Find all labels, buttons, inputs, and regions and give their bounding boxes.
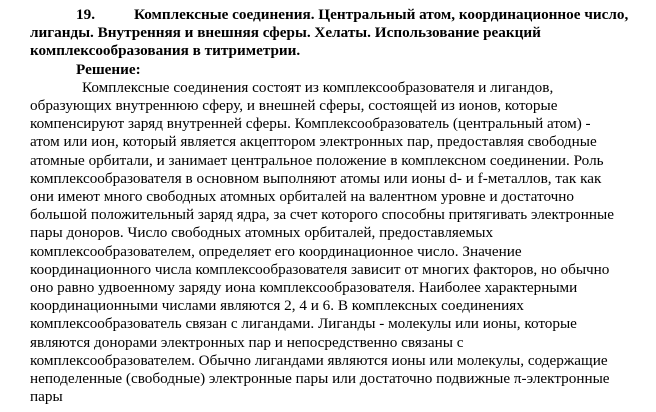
body-line: оно равно удвоенному заряду иона комплексообразователя. Наиболее характерными — [30, 279, 578, 297]
body-line: комплексообразователь связан с лигандами. Лиганды - молекулы или ионы, которые — [30, 315, 577, 333]
body-line: образующих внутреннюю сферу, и внешней сферы, состоящей из ионов, которые — [30, 97, 558, 115]
heading-line: комплексообразования в титриметрии. — [30, 42, 301, 60]
body-line: координационными числами являются 2, 4 и 6. В комплексных соединениях — [30, 297, 524, 315]
heading-line: лиганды. Внутренняя и внешняя сферы. Хелаты. Использование реакций — [30, 24, 541, 42]
body-line: координационного числа комплексообразователя зависит от многих факторов, но обычно — [30, 260, 610, 278]
heading-line — [30, 6, 646, 24]
body-text — [30, 79, 646, 407]
body-line: большой положительный заряд ядра, за счет которого способны притягивать электронные — [30, 206, 614, 224]
body-line: пары — [30, 388, 63, 406]
body-line: атомные орбитали, и занимает центральное положение в комплексном соединении. Роль — [30, 151, 604, 169]
question-number: 19. — [76, 6, 95, 23]
body-line: Комплексные соединения состоят из комплексообразователя и лигандов, — [82, 78, 554, 96]
heading-text: Комплексные соединения. Центральный атом, координационное число, — [134, 6, 629, 23]
body-line: они имеют много свободных атомных орбиталей на валентном уровне и достаточно — [30, 188, 575, 206]
body-line: комплексообразователем, определяет его координационное число. Значение — [30, 242, 522, 260]
body-line: комплексообразователем. Обычно лигандами являются ионы или молекулы, содержащие — [30, 351, 608, 369]
body-line: комплексообразователя в основном выполняют атомы или ионы d- и f-металлов, так как — [30, 169, 602, 187]
question-heading — [30, 6, 646, 61]
body-line: атом или ион, который является акцептором электронных пар, предоставляя свободные — [30, 133, 597, 151]
body-line: компенсируют заряд внутренней сферы. Комплексообразователь (центральный атом) - — [30, 115, 591, 133]
body-line: неподеленные (свободные) электронные пары или достаточно подвижные π-электронные — [30, 370, 610, 388]
body-line: являются донорами электронных пар и непосредственно связаны с — [30, 333, 464, 351]
solution-label: Решение: — [76, 60, 141, 78]
body-line: пары доноров. Число свободных атомных орбиталей, предоставляемых — [30, 224, 494, 242]
